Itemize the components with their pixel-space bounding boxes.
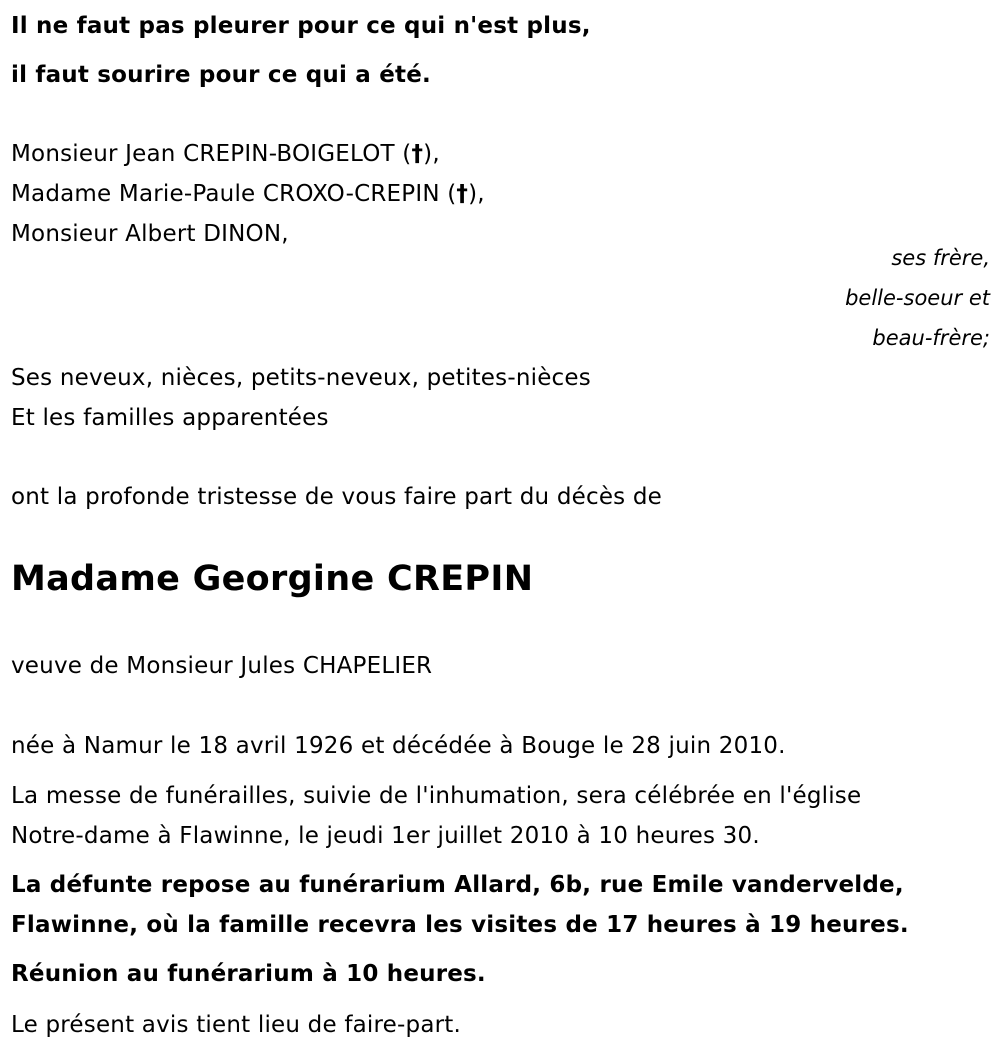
deceased-name: Madame Georgine CREPIN bbox=[11, 559, 534, 599]
cross-icon: † bbox=[411, 141, 424, 167]
family-member-1-end: ), bbox=[423, 141, 440, 167]
family-member-3: Monsieur Albert DINON, bbox=[11, 221, 289, 247]
family-member-1 bbox=[11, 140, 440, 168]
relation-line-2: belle-soeur et bbox=[845, 286, 990, 310]
mass-line-2: Notre-dame à Flawinne, le jeudi 1er juillet 2010 à 10 heures 30. bbox=[11, 823, 760, 849]
repose-line-1: La défunte repose au funérarium Allard, 6b, rue Emile vandervelde, bbox=[11, 872, 904, 898]
family-member-2-name: Madame Marie-Paule CROXO-CREPIN ( bbox=[11, 181, 457, 207]
quote-line-2: il faut sourire pour ce qui a été. bbox=[11, 62, 431, 88]
family-member-1-name: Monsieur Jean CREPIN-BOIGELOT ( bbox=[11, 141, 412, 167]
announcement-text: ont la profonde tristesse de vous faire part du décès de bbox=[11, 484, 663, 510]
relatives-line-2: Et les familles apparentées bbox=[11, 405, 329, 431]
family-member-2-end: ), bbox=[468, 181, 485, 207]
mass-line-1: La messe de funérailles, suivie de l'inhumation, sera célébrée en l'église bbox=[11, 783, 862, 809]
quote-line-1: Il ne faut pas pleurer pour ce qui n'est plus, bbox=[11, 13, 591, 39]
relation-line-1: ses frère, bbox=[891, 246, 990, 270]
relation-line-3: beau-frère; bbox=[872, 326, 990, 350]
notice-text: Le présent avis tient lieu de faire-part. bbox=[11, 1012, 462, 1038]
family-member-2 bbox=[11, 180, 485, 208]
cross-icon: † bbox=[456, 181, 469, 207]
repose-line-2: Flawinne, où la famille recevra les visites de 17 heures à 19 heures. bbox=[11, 912, 909, 938]
meeting-info: Réunion au funérarium à 10 heures. bbox=[11, 961, 486, 987]
widow-of: veuve de Monsieur Jules CHAPELIER bbox=[11, 653, 433, 679]
birth-death: née à Namur le 18 avril 1926 et décédée à Bouge le 28 juin 2010. bbox=[11, 733, 786, 759]
relatives-line-1: Ses neveux, nièces, petits-neveux, petites-nièces bbox=[11, 365, 591, 391]
